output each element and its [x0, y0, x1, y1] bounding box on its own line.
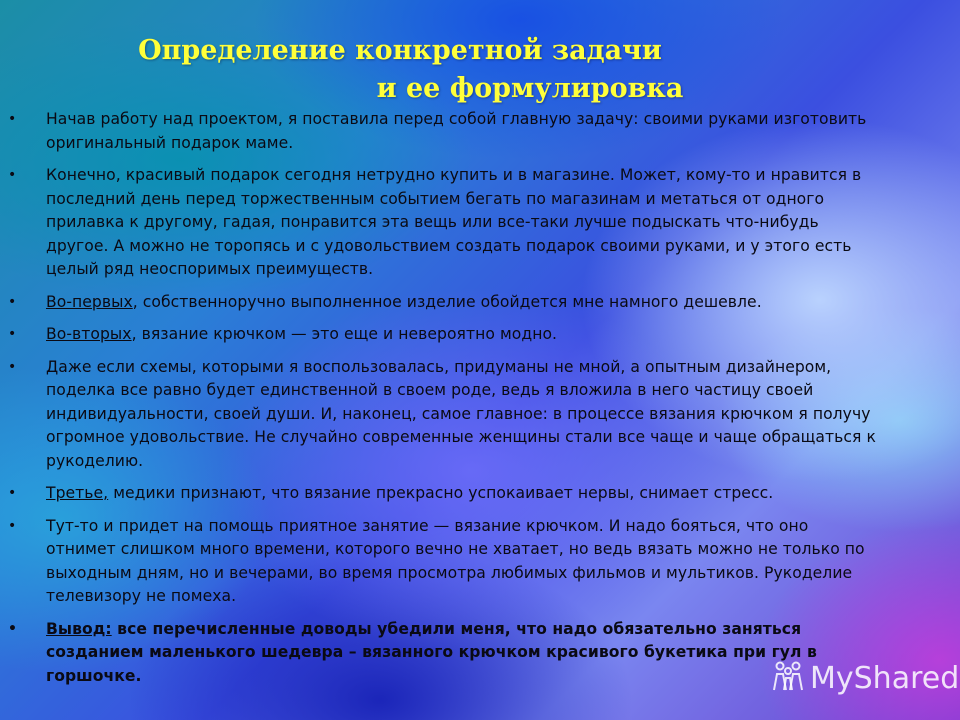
bullet-item — [0, 164, 880, 282]
bullet-text: Начав работу над проектом, я поставила перед собой главную задачу: своими руками изготовить оригинальный подарок маме. — [46, 110, 867, 152]
title-line-1: Определение конкретной задачи — [138, 35, 662, 67]
watermark-logo — [770, 658, 959, 698]
people-logo-icon — [770, 660, 806, 696]
bullet-lead: Во-первых — [46, 292, 133, 311]
bullet-item — [0, 482, 880, 506]
bullet-dot: • — [8, 620, 17, 637]
bullet-dot: • — [8, 293, 17, 310]
bullet-dot: • — [8, 517, 17, 534]
bullet-dot: • — [8, 326, 17, 342]
bullet-text: Конечно, красивый подарок сегодня нетрудно купить и в магазине. Может, кому-то и нравится в последний день перед торжественным событием бегать по магазинам и метаться от одного прилавка к другому, гадая, понравится эта вещь или все-таки лучше подыскать что-нибудь другое. А можно не торопясь и с удовольствием создать подарок своими руками, и у этого есть целый ряд неоспоримых преимуществ. — [46, 166, 862, 278]
bullet-item — [0, 108, 880, 155]
title-line-2: и ее формулировка — [376, 73, 684, 105]
bullet-item — [0, 323, 880, 347]
bullet-text: Тут-то и придет на помощь приятное занятие — вязание крючком. И надо бояться, что оно отнимет слишком много времени, которого вечно не хватает, но ведь вязать можно не только по выходным дням, но и вечерами, во время просмотра любимых фильмов и мультиков. Рукоделие телевизору не помеха. — [46, 516, 865, 605]
bullet-text: , вязание крючком — это еще и невероятно модно. — [131, 325, 558, 343]
bullet-text: Даже если схемы, которыми я воспользовалась, придуманы не мной, а опытным дизайнером, поделка все равно будет единственной в своем роде, ведь я вложила в него частицу своей индивидуальности, своей души. И, наконец, самое главное: в процессе вязания крючком я получу огромное удовольствие. Не случайно современные женщины стали все чаще и чаще обращаться к рукоделию. — [46, 357, 876, 470]
conclusion-item — [0, 618, 880, 689]
slide-title — [60, 32, 860, 108]
bullet-dot: • — [8, 358, 17, 375]
bullet-item — [0, 515, 880, 609]
bullet-list — [0, 108, 880, 697]
bullet-dot: • — [8, 111, 17, 127]
bullet-text: , собственноручно выполненное изделие обойдется мне намного дешевле. — [132, 292, 762, 311]
bullet-item — [0, 291, 880, 315]
conclusion-text: все перечисленные доводы убедили меня, что надо обязательно заняться созданием маленького шедевра – вязанного крючком красивого букетика при гул в горшочке. — [46, 619, 817, 685]
bullet-dot: • — [8, 167, 17, 183]
watermark-text: MyShared — [810, 660, 960, 696]
bullet-lead: Третье, — [46, 484, 109, 502]
bullet-lead: Во-вторых — [46, 325, 132, 343]
bullet-text: медики признают, что вязание прекрасно успокаивает нервы, снимает стресс. — [108, 484, 774, 502]
bullet-item — [0, 356, 880, 474]
conclusion-lead: Вывод: — [46, 619, 112, 638]
bullet-dot: • — [8, 485, 17, 501]
